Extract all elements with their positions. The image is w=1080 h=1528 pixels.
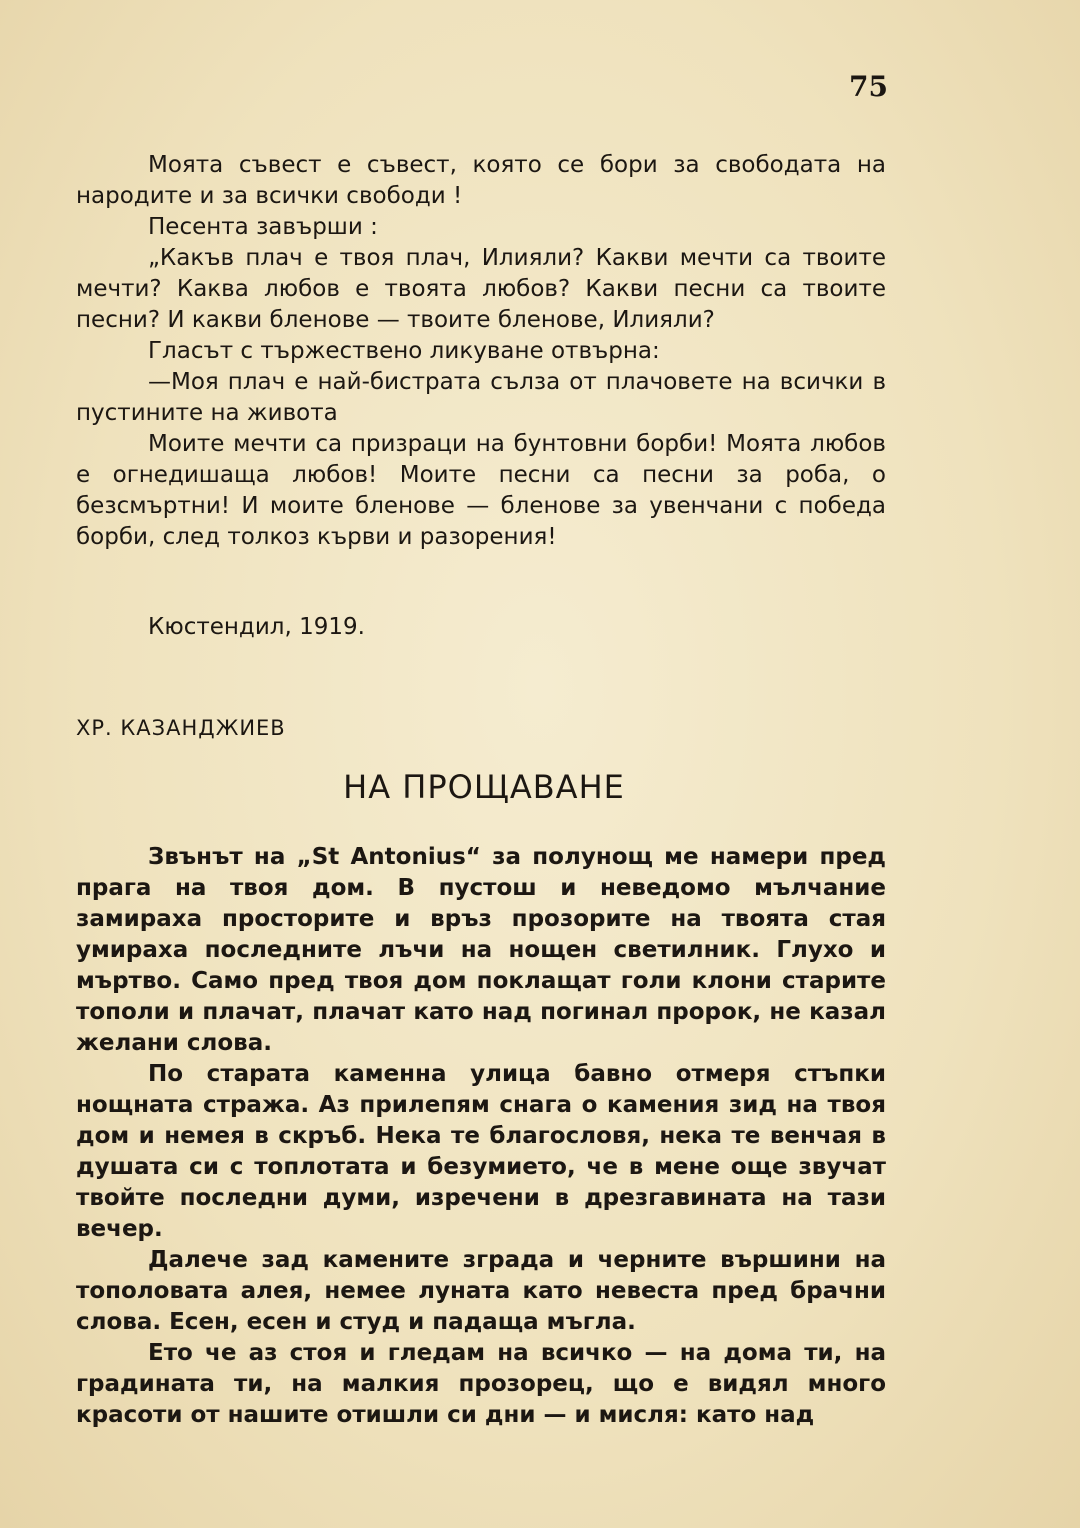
dateline: Кюстендил, 1919. xyxy=(148,614,365,640)
paragraph: По старата каменна улица бавно отмеря стъпки нощната стража. Аз прилепям снага о камения зид на твоя дом и немея в скръб. Нека те благословя, нека те венчая в душата си с топлотата и безумието, че в мене още звучат твойте последни думи, изречени в дрезгавината на тази вечер. xyxy=(76,1061,886,1242)
paragraph: Песента завърши : xyxy=(148,214,378,240)
paragraph: Далече зад камените зграда и черните вършини на тополовата алея, немее луната като невеста пред брачни слова. Есен, есен и студ и падаща мъгла. xyxy=(76,1247,886,1335)
paragraph: Моята съвест е съвест, която се бори за свободата на народите и за всички свободи ! xyxy=(76,152,886,209)
page-number: 75 xyxy=(849,70,888,103)
poem-ending xyxy=(76,150,886,553)
paragraph: Моите мечти са призраци на бунтовни борби! Моята любов е огнедишаща любов! Моите песни са песни за роба, о безсмъртни! И моите бленове — бленове за увенчани с победа борби, след толкоз кърви и разорения! xyxy=(76,431,886,550)
story-body xyxy=(76,842,886,1431)
paragraph: Ето че аз стоя и гледам на всичко — на дома ти, на градината ти, на малкия прозорец, що е видял много красоти от нашите отишли си дни — и мисля: като над xyxy=(76,1340,886,1428)
paragraph: „Какъв плач е твоя плач, Илияли? Какви мечти са твоите мечти? Каква любов е твоята любов? Какви песни са твоите песни? И какви бленове — твоите бленове, Илияли? xyxy=(76,245,886,333)
paragraph: Звънът на „St Antonius“ за полунощ ме намери пред прага на твоя дом. В пустош и неведомо мълчание замираха просторите и връз прозорите на твоята стая умираха последните лъчи на нощен светилник. Глухо и мъртво. Само пред твоя дом поклащат голи клони старите тополи и плачат, плачат като над погинал пророк, не казал желани слова. xyxy=(76,844,886,1056)
paragraph: Гласът с тържествено ликуване отвърна: xyxy=(148,338,660,364)
story-title: НА ПРОЩАВАНЕ xyxy=(343,768,625,806)
author-name: ХР. КАЗАНДЖИЕВ xyxy=(76,716,286,740)
paragraph: —Моя плач е най-бистрата сълза от плачовете на всички в пустините на живота xyxy=(76,369,886,426)
